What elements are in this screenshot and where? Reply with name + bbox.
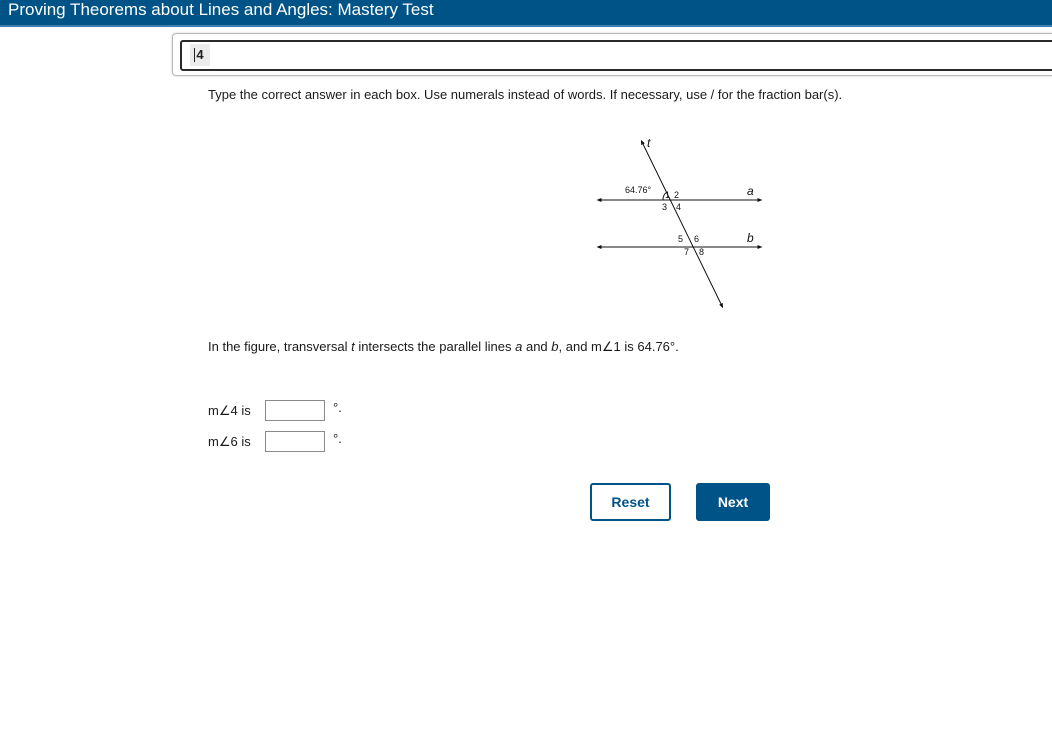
next-button[interactable]: Next: [696, 483, 770, 521]
problem-statement: [208, 339, 679, 355]
line-b-label: b: [747, 231, 754, 245]
angle-number-1: 1: [665, 190, 671, 200]
answer-input-angle-6[interactable]: [265, 431, 325, 452]
question-number-panel: [172, 33, 1052, 76]
header-bar: [0, 0, 1052, 27]
angle-number-7: 7: [684, 247, 690, 257]
figure-svg: [590, 132, 770, 314]
transversal-name: t: [351, 339, 355, 354]
line-a-name: a: [515, 339, 523, 354]
angle-number-5: 5: [678, 234, 684, 244]
problem-mid-2: and: [522, 339, 552, 354]
problem-prefix: In the figure, transversal: [208, 339, 352, 354]
problem-mid-1: intersects the parallel lines: [354, 339, 516, 354]
page-title: Proving Theorems about Lines and Angles: Mastery Test: [8, 0, 434, 19]
question-number[interactable]: 4: [190, 44, 210, 66]
answer-label-angle-6: m∠6 is: [208, 434, 251, 449]
transversal-line: [642, 142, 722, 306]
question-number-frame: [180, 40, 1052, 71]
answer-label-angle-4: m∠4 is: [208, 403, 251, 418]
degree-unit-angle-4: °.: [333, 400, 342, 415]
transversal-figure: [590, 132, 770, 314]
answer-input-angle-4[interactable]: [265, 400, 325, 421]
angle-number-4: 4: [676, 202, 682, 212]
transversal-label: t: [647, 136, 651, 150]
degree-unit-angle-6: °.: [333, 431, 342, 446]
angle-number-2: 2: [674, 190, 680, 200]
line-a-label: a: [747, 184, 754, 198]
angle-value-label: 64.76°: [625, 185, 652, 195]
angle-number-8: 8: [699, 247, 705, 257]
reset-button[interactable]: Reset: [590, 483, 671, 521]
instructions-text: Type the correct answer in each box. Use numerals instead of words. If necessary, use / for the fraction bar(s).: [208, 87, 843, 102]
problem-suffix: , and m∠1 is 64.76°.: [558, 339, 679, 354]
line-b-name: b: [551, 339, 559, 354]
angle-number-3: 3: [662, 202, 668, 212]
angle-number-6: 6: [694, 234, 700, 244]
